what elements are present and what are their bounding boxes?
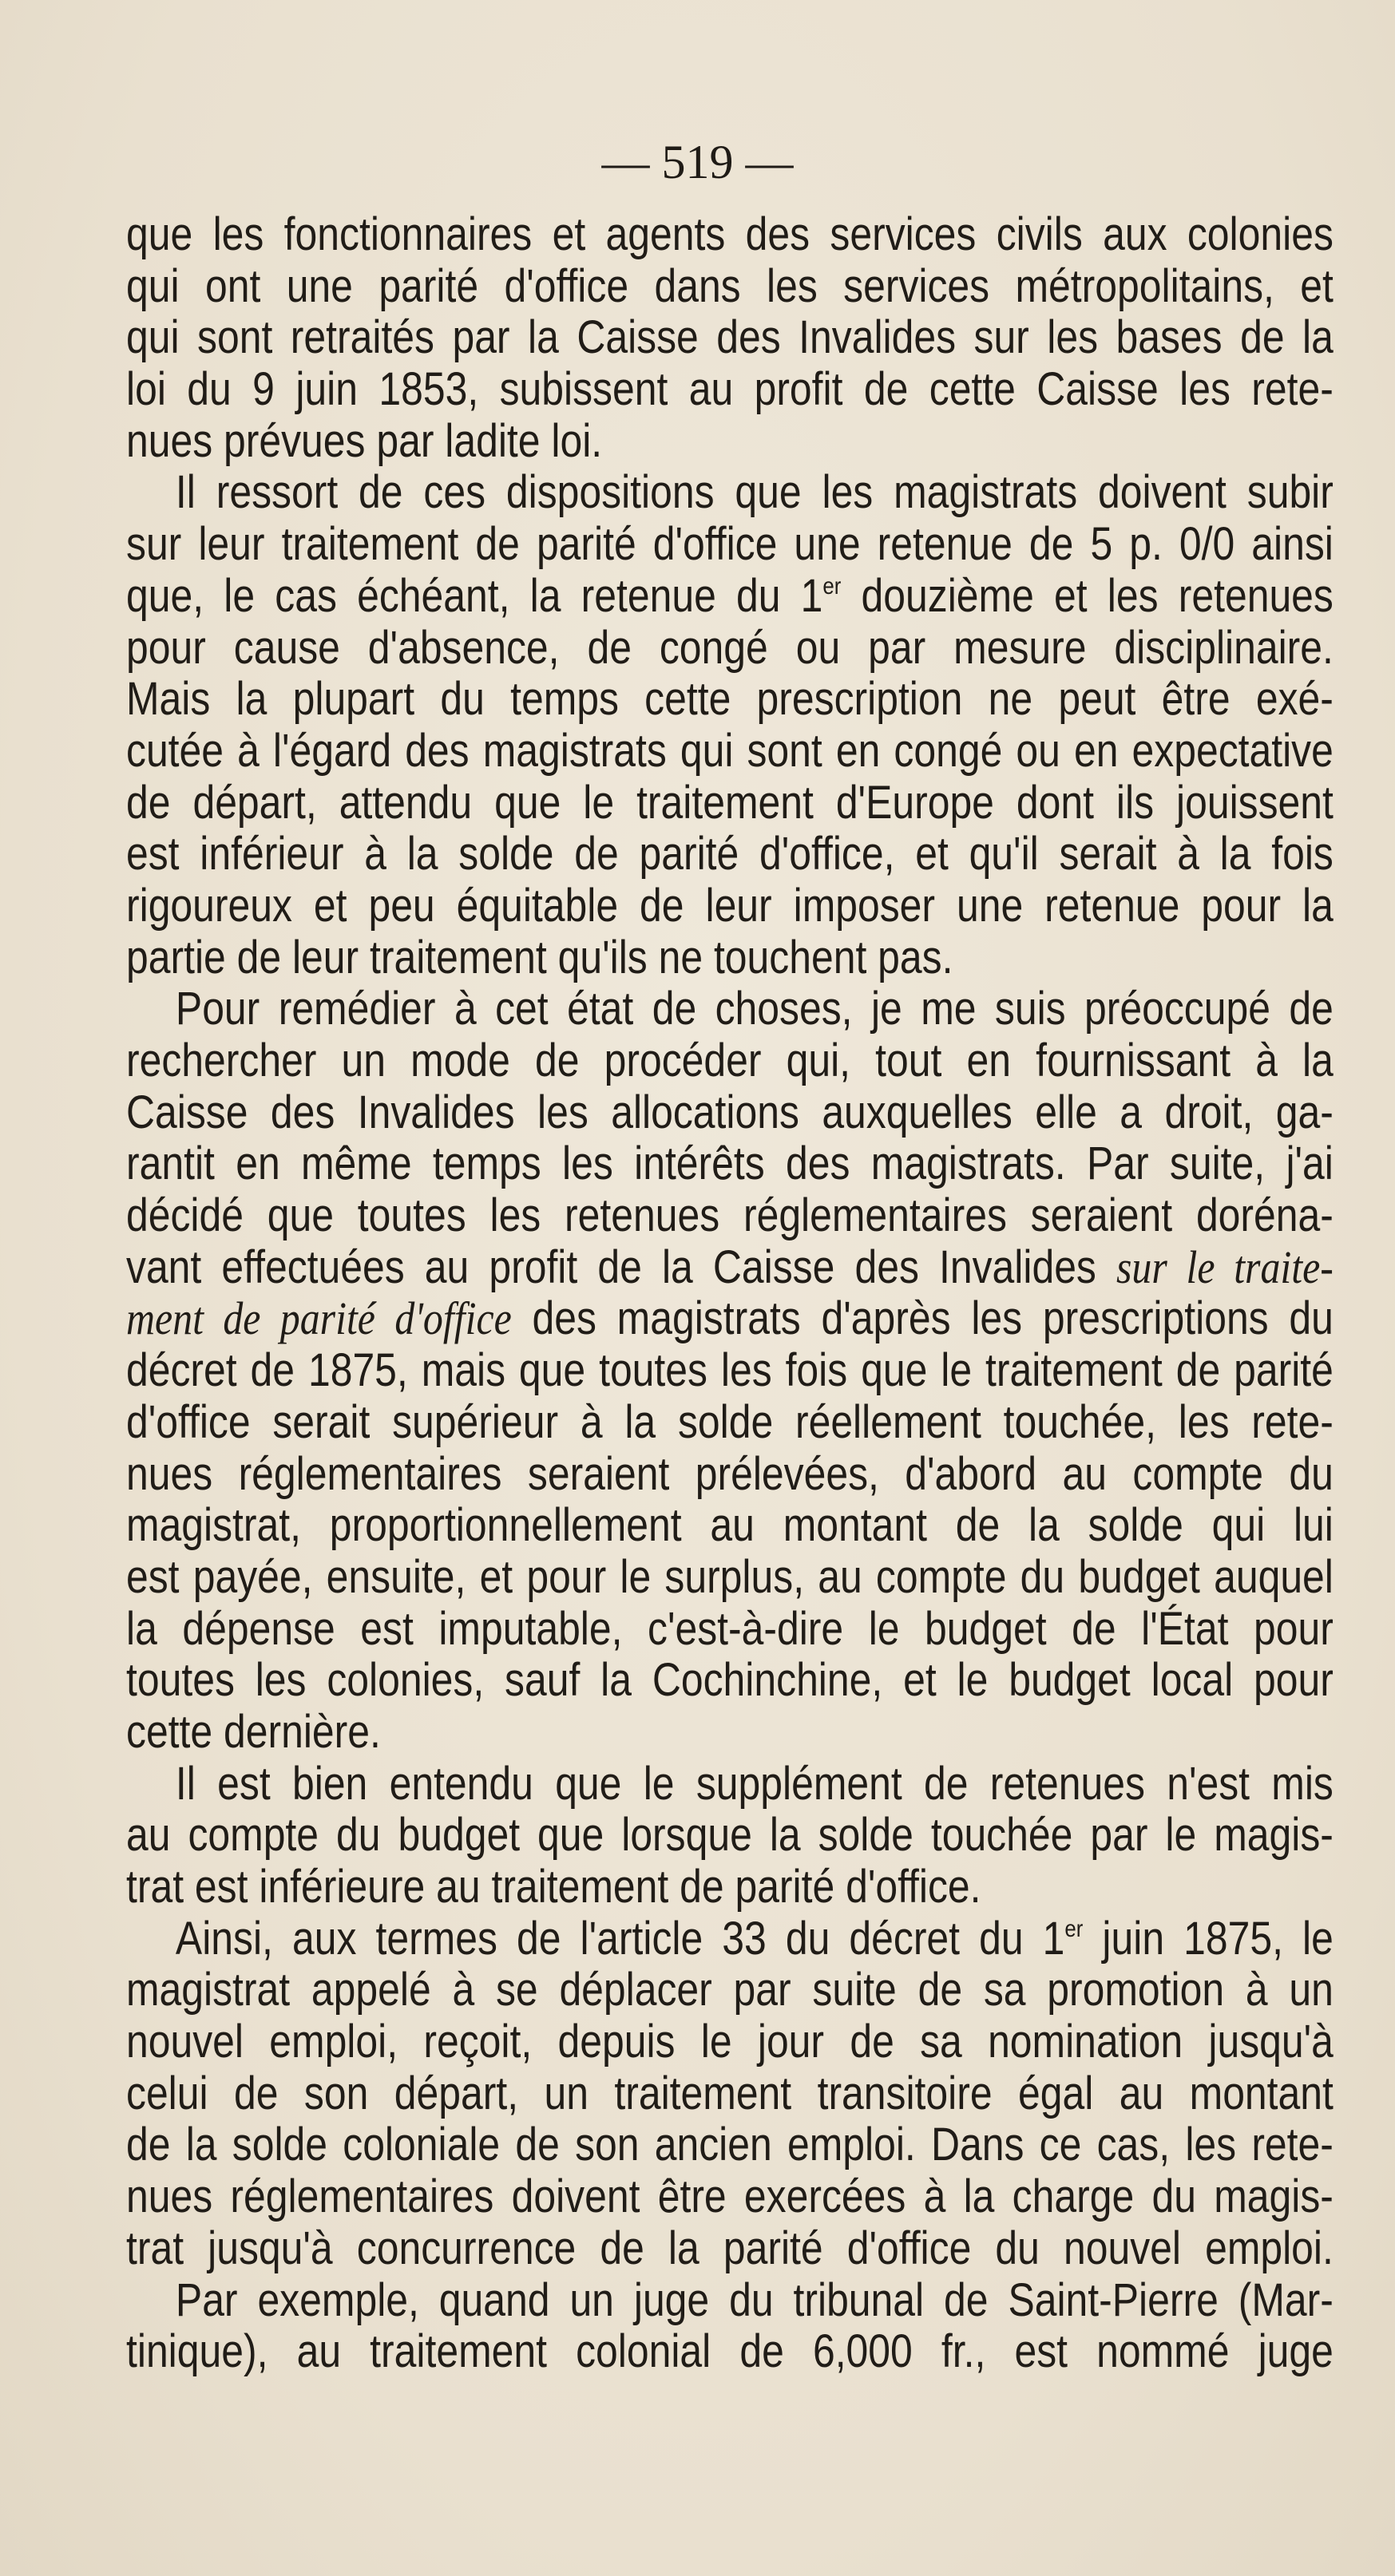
- text-line: magistrat, proportionnellement au montant de la solde qui lui: [126, 1500, 1334, 1552]
- text-line: Par exemple, quand un juge du tribunal de Saint-Pierre (Mar-: [175, 2274, 1334, 2326]
- text-line: rantit en même temps les intérêts des magistrats. Par suite, j'ai: [126, 1138, 1334, 1190]
- text-line: sur leur traitement de parité d'office une retenue de 5 p. 0/0 ainsi: [126, 519, 1334, 571]
- text-line: de départ, attendu que le traitement d'Europe dont ils jouissent: [126, 777, 1334, 829]
- text-line: [126, 1913, 1334, 1965]
- text-line: [126, 1293, 1334, 1345]
- text-line: loi du 9 juin 1853, subissent au profit de cette Caisse les rete-: [126, 364, 1334, 416]
- text-line: cette dernière.: [126, 1706, 381, 1758]
- text-line: nues prévues par ladite loi.: [126, 415, 603, 467]
- text-run: vant effectuées au profit de la Caisse des Invalides: [126, 1241, 1116, 1293]
- text-line: la dépense est imputable, c'est-à-dire le budget de l'État pour: [126, 1603, 1334, 1655]
- text-line: pour cause d'absence, de congé ou par mesure disciplinaire.: [126, 622, 1334, 674]
- text-line: cutée à l'égard des magistrats qui sont en congé ou en expectative: [126, 725, 1334, 777]
- text-line: rigoureux et peu équitable de leur imposer une retenue pour la: [126, 880, 1334, 932]
- text-line: que les fonctionnaires et agents des services civils aux colonies: [126, 209, 1334, 260]
- text-line: Caisse des Invalides les allocations auxquelles elle a droit, ga-: [126, 1086, 1334, 1138]
- text-run: des magistrats d'après les prescriptions du: [511, 1293, 1334, 1345]
- text-run: Ainsi, aux termes de l'article 33 du décret du 1: [175, 1913, 1065, 1965]
- text-line: Mais la plupart du temps cette prescription ne peut être exé-: [126, 674, 1334, 726]
- text-line: décidé que toutes les retenues réglementaires seraient doréna-: [126, 1190, 1334, 1242]
- text-line: est inférieur à la solde de parité d'office, et qu'il serait à la fois: [126, 829, 1334, 880]
- text-line: nues réglementaires seraient prélevées, d'abord au compte du: [126, 1448, 1334, 1500]
- text-line: est payée, ensuite, et pour le surplus, au compte du budget auquel: [126, 1551, 1334, 1603]
- text-line: d'office serait supérieur à la solde réellement touchée, les rete-: [126, 1396, 1334, 1448]
- text-line: Pour remédier à cet état de choses, je me suis préoccupé de: [175, 983, 1334, 1035]
- text-line: de la solde coloniale de son ancien emploi. Dans ce cas, les rete-: [126, 2119, 1334, 2171]
- text-line: qui ont une parité d'office dans les services métropolitains, et: [126, 260, 1334, 312]
- text-line: trat jusqu'à concurrence de la parité d'office du nouvel emploi.: [126, 2222, 1334, 2274]
- text-run: douzième et les retenues: [841, 570, 1334, 622]
- text-run: juin 1875, le: [1083, 1913, 1334, 1965]
- text-line: magistrat appelé à se déplacer par suite de sa promotion à un: [126, 1965, 1334, 2016]
- text-line: tinique), au traitement colonial de 6,000 fr., est nommé juge: [126, 2326, 1334, 2378]
- text-line: Il ressort de ces dispositions que les magistrats doivent subir: [175, 467, 1334, 519]
- text-line: nouvel emploi, reçoit, depuis le jour de sa nomination jusqu'à: [126, 2016, 1334, 2068]
- text-line: au compte du budget que lorsque la solde touchée par le magis-: [126, 1810, 1334, 1862]
- page-number: — 519 —: [601, 136, 794, 188]
- body-text: [126, 209, 1334, 2378]
- text-line: partie de leur traitement qu'ils ne touchent pas.: [126, 932, 953, 983]
- text-line: rechercher un mode de procéder qui, tout en fournissant à la: [126, 1035, 1334, 1086]
- text-line: Il est bien entendu que le supplément de retenues n'est mis: [175, 1758, 1334, 1810]
- superscript: er: [1064, 1915, 1084, 1942]
- text-line: toutes les colonies, sauf la Cochinchine, et le budget local pour: [126, 1655, 1334, 1707]
- text-line: qui sont retraités par la Caisse des Invalides sur les bases de la: [126, 312, 1334, 364]
- text-run: que, le cas échéant, la retenue du 1: [126, 570, 823, 622]
- italic-text: ment de parité d'office: [126, 1293, 512, 1345]
- text-line: décret de 1875, mais que toutes les fois que le traitement de parité: [126, 1345, 1334, 1397]
- text-line: [126, 571, 1334, 623]
- italic-text: sur le traite-: [1116, 1241, 1334, 1293]
- superscript: er: [822, 572, 842, 599]
- text-line: celui de son départ, un traitement transitoire égal au montant: [126, 2068, 1334, 2119]
- text-line: nues réglementaires doivent être exercées à la charge du magis-: [126, 2171, 1334, 2223]
- text-line: [126, 1242, 1334, 1294]
- text-line: trat est inférieure au traitement de parité d'office.: [126, 1862, 981, 1913]
